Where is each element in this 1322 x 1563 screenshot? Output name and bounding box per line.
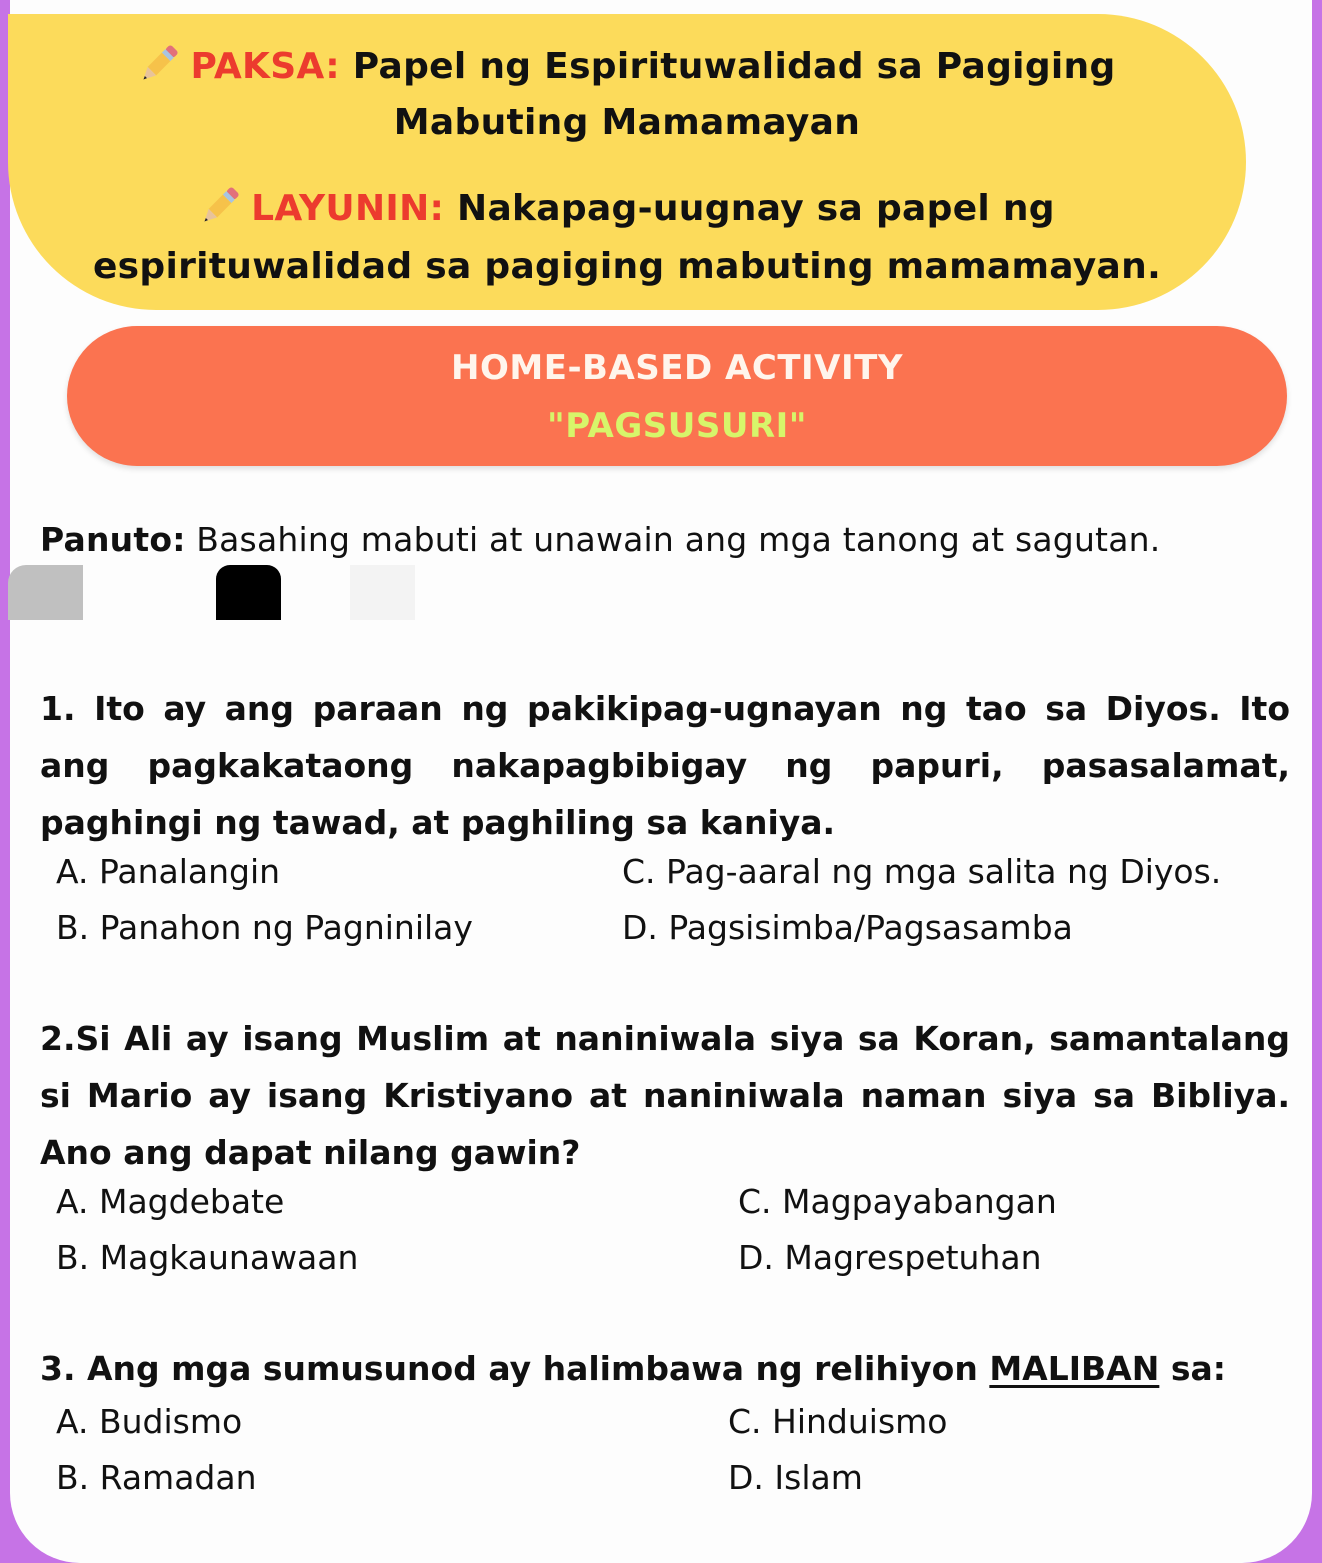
scan-artifacts [10,565,910,620]
artifact-black-block [216,565,281,620]
pencil-icon [138,44,180,93]
question-2-text: Si Ali ay isang Muslim at naniniwala siya sa Koran, samantalang si Mario ay isang Kristiyano at naniniwala naman siya sa Bibliya. Ano ang dapat nilang gawin? [40,1019,1290,1172]
question-1-text: Ito ay ang paraan ng pakikipag-ugnayan ng tao sa Diyos. Ito ang pagkakataong nakapagbibigay ng papuri, pasasalamat, paghingi ng tawad, at paghiling sa kaniya. [40,689,1290,842]
question-1 [40,680,1290,851]
artifact-gray-block [8,565,83,620]
q3-option-a[interactable]: A. Budismo [56,1402,243,1441]
q2-option-d[interactable]: D. Magrespetuhan [738,1238,1042,1277]
instructions-label: Panuto: [40,520,186,559]
q1-option-d[interactable]: D. Pagsisimba/Pagsasamba [622,908,1073,947]
q1-option-c[interactable]: C. Pag-aaral ng mga salita ng Diyos. [622,852,1222,891]
question-2-number: 2. [40,1019,76,1058]
q3-option-d[interactable]: D. Islam [728,1458,863,1497]
topic-objective-banner [8,14,1246,310]
activity-subtitle: "PAGSUSURI" [547,406,807,446]
pencil-icon [199,186,241,235]
question-2 [40,1010,1290,1181]
q1-option-b[interactable]: B. Panahon ng Pagninilay [56,908,473,947]
instructions-text: Basahing mabuti at unawain ang mga tanong at sagutan. [185,520,1161,559]
paksa-line-2: Mabuting Mamamayan [393,102,861,143]
q3-option-c[interactable]: C. Hinduismo [728,1402,948,1441]
activity-banner [67,326,1287,466]
paksa-label: PAKSA: [190,46,340,87]
paksa-text: Papel ng Espirituwalidad sa Pagiging [339,46,1116,87]
layunin-text: Nakapag-uugnay sa papel ng [444,188,1055,229]
worksheet-page [10,0,1312,1563]
layunin-line-1 [8,186,1246,235]
layunin-line-2: espirituwalidad sa pagiging mabuting mamamayan. [92,246,1162,287]
q2-option-b[interactable]: B. Magkaunawaan [56,1238,359,1277]
paksa-line-1 [8,44,1246,93]
question-3-text-end: sa: [1159,1349,1226,1388]
question-3-emphasis: MALIBAN [989,1349,1160,1388]
question-3 [40,1340,1290,1397]
q2-option-a[interactable]: A. Magdebate [56,1182,285,1221]
question-1-number: 1. [40,689,76,728]
q2-option-c[interactable]: C. Magpayabangan [738,1182,1057,1221]
instructions [40,520,1160,559]
q1-option-a[interactable]: A. Panalangin [56,852,281,891]
q3-option-b[interactable]: B. Ramadan [56,1458,257,1497]
artifact-light-block [350,565,415,620]
layunin-label: LAYUNIN: [251,188,445,229]
question-3-number: 3. [40,1349,76,1388]
activity-title: HOME-BASED ACTIVITY [451,348,903,388]
question-3-text: Ang mga sumusunod ay halimbawa ng relihiyon [75,1349,990,1388]
